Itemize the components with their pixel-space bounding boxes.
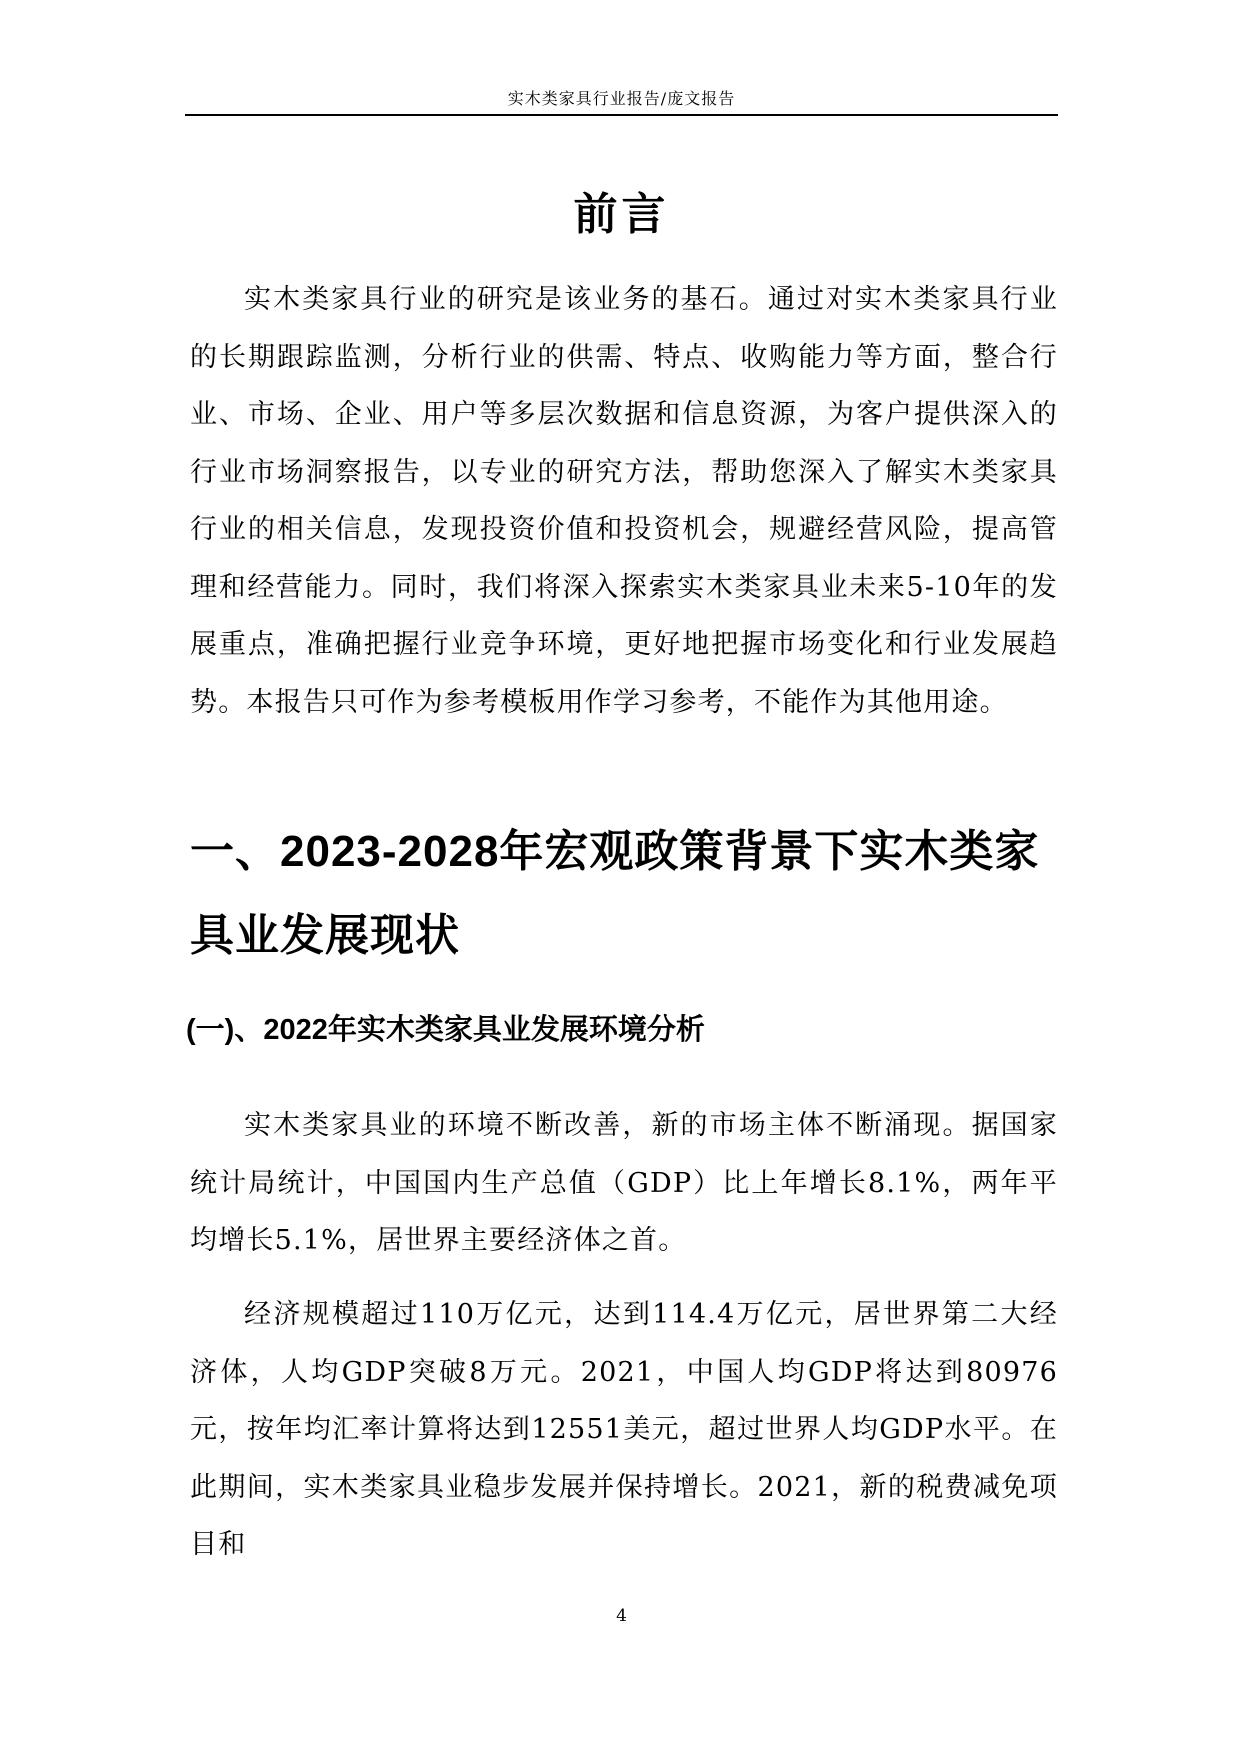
section-heading: 一、2023-2028年宏观政策背景下实木类家具业发展现状 [190, 827, 1040, 960]
page-number: 4 [616, 1606, 627, 1626]
preface-paragraph: 实木类家具行业的研究是该业务的基石。通过对实木类家具行业的长期跟踪监测，分析行业的供需、特点、收购能力等方面，整合行业、市场、企业、用户等多层次数据和信息资源，为客户提供深入的行业市场洞察报告，以专业的研究方法，帮助您深入了解实木类家具行业的相关信息，发现投资价值和投资机会，规避经营风险，提高管理和经营能力。同时，我们将深入探索实木类家具业未来5-10年的发展重点，准确把握行业竞争环境，更好地把握市场变化和行业发展趋势。本报告只可作为参考模板用作学习参考，不能作为其他用途。 [190, 284, 1058, 718]
header-divider [185, 114, 1058, 116]
running-header: 实木类家具行业报告/庞文报告 [507, 89, 736, 108]
body-paragraph: 经济规模超过110万亿元，达到114.4万亿元，居世界第二大经济体，人均GDP突破8万元。2021，中国人均GDP将达到80976元，按年均汇率计算将达到12551美元，超过世界人均GDP水平。在此期间，实木类家具业稳步发展并保持增长。2021，新的税费减免项目和 [190, 1299, 1058, 1560]
page-title: 前言 [573, 189, 670, 241]
subsection-heading: (一)、2022年实木类家具业发展环境分析 [186, 1014, 705, 1046]
body-paragraph: 实木类家具业的环境不断改善，新的市场主体不断涌现。据国家统计局统计，中国国内生产总值（GDP）比上年增长8.1%，两年平均增长5.1%，居世界主要经济体之首。 [190, 1110, 1058, 1256]
